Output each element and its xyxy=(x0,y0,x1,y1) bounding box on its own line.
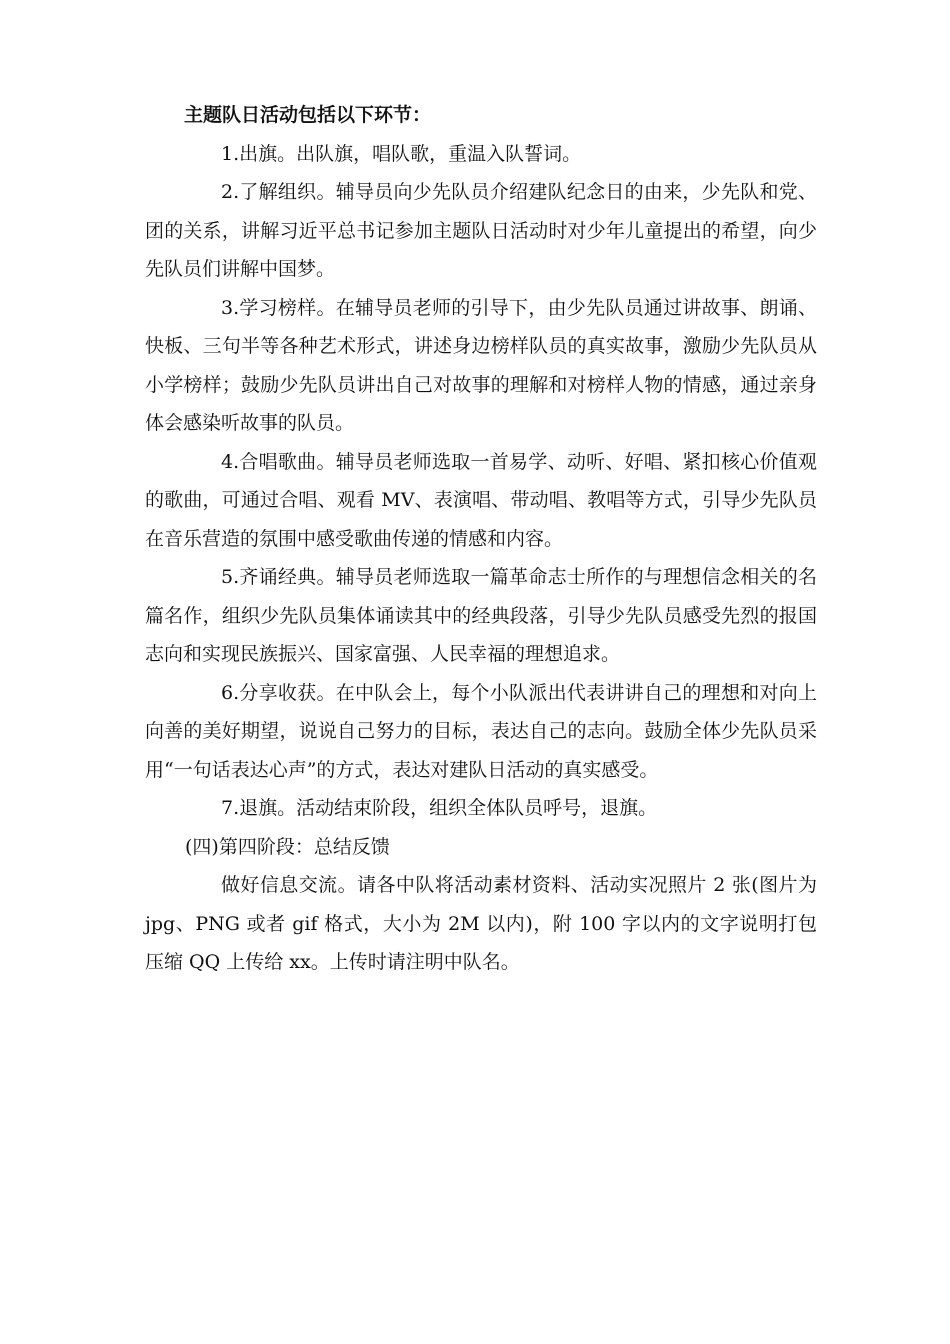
stage-four-heading: (四)第四阶段：总结反馈 xyxy=(185,835,390,858)
step-6-paragraph: 6.分享收获。在中队会上，每个小队派出代表讲讲自己的理想和对向上向善的美好期望，说说自己努力的目标，表达自己的志向。鼓励全体少先队员采用“一句话表达心声”的方式，表达对建队日活动的真实感受。 xyxy=(145,681,817,781)
step-5-paragraph: 5.齐诵经典。辅导员老师选取一篇革命志士所作的与理想信念相关的名篇名作，组织少先队员集体诵读其中的经典段落，引导少先队员感受先烈的报国志向和实现民族振兴、国家富强、人民幸福的理想追求。 xyxy=(145,566,817,665)
step-3-paragraph: 3.学习榜样。在辅导员老师的引导下，由少先队员通过讲故事、朗诵、快板、三句半等各种艺术形式，讲述身边榜样队员的真实故事，激励少先队员从小学榜样；鼓励少先队员讲出自己对故事的理解和对榜样人物的情感，通过亲身体会感染听故事的队员。 xyxy=(145,296,817,434)
closing-paragraph: 做好信息交流。请各中队将活动素材资料、活动实况照片 2 张(图片为 jpg、PNG 或者 gif 格式，大小为 2M 以内)，附 100 字以内的文字说明打包压缩 QQ 上传给 xx。上传时请注明中队名。 xyxy=(145,874,817,973)
step-7-paragraph: 7.退旗。活动结束阶段，组织全体队员呼号，退旗。 xyxy=(221,797,658,819)
step-1-paragraph: 1.出旗。出队旗，唱队歌，重温入队誓词。 xyxy=(221,142,582,165)
step-4-paragraph: 4.合唱歌曲。辅导员老师选取一首易学、动听、好唱、紧扣核心价值观的歌曲，可通过合唱、观看 MV、表演唱、带动唱、教唱等方式，引导少先队员在音乐营造的氛围中感受歌曲传递的情感和内容。 xyxy=(145,450,817,550)
section-heading: 主题队日活动包括以下环节： xyxy=(184,104,432,126)
step-2-paragraph: 2.了解组织。辅导员向少先队员介绍建队纪念日的由来，少先队和党、团的关系，讲解习近平总书记参加主题队日活动时对少年儿童提出的希望，向少先队员们讲解中国梦。 xyxy=(145,181,817,280)
document-body xyxy=(145,96,817,982)
